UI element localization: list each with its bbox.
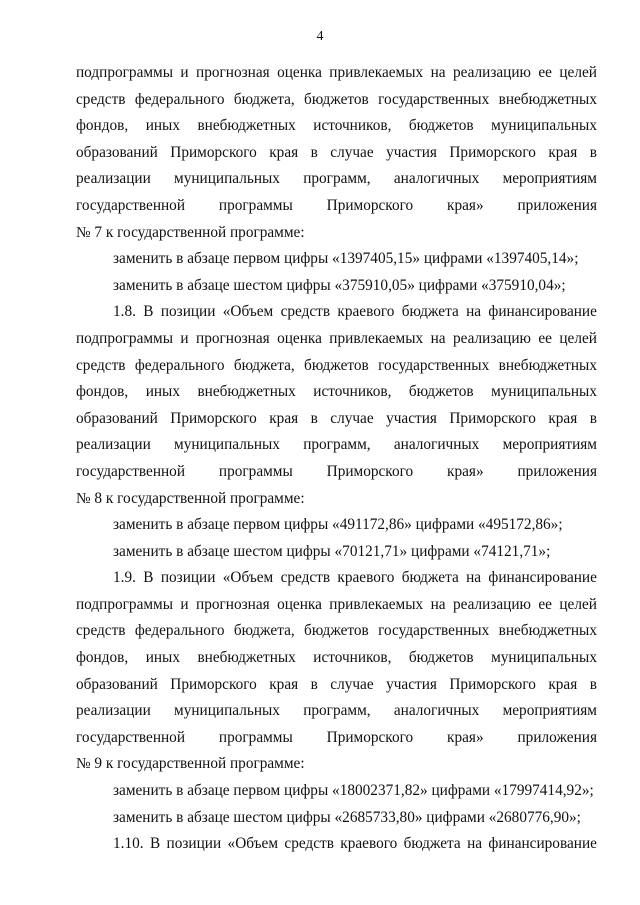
text-line (76, 725, 597, 752)
word: приложения (517, 196, 597, 214)
word: оценка (277, 64, 322, 81)
word: Приморского (170, 675, 257, 693)
word: в (589, 675, 597, 693)
word: бюджетов (304, 90, 369, 108)
word: В (149, 835, 161, 853)
word: на (430, 64, 446, 81)
word: фондов, (76, 383, 129, 401)
word: фондов, (76, 117, 129, 135)
word: иных (145, 383, 180, 401)
word: федерального (134, 90, 225, 108)
word: на (466, 569, 482, 587)
word: в (310, 409, 318, 427)
word: средств (284, 835, 334, 853)
word: программы (218, 462, 293, 480)
word: целей (559, 329, 597, 347)
word: приложения (517, 462, 597, 480)
word: 1.9. (113, 569, 136, 587)
word: программ, (303, 702, 371, 720)
word: участия (386, 143, 437, 161)
word: прогнозная (196, 329, 270, 347)
word: «Объем (222, 569, 274, 587)
page-number: 4 (316, 29, 324, 44)
text-line (76, 565, 597, 592)
word: федерального (134, 622, 225, 640)
text-line (76, 166, 597, 193)
word: муниципальных (491, 383, 597, 401)
word: случае (330, 675, 374, 693)
word: Приморского (326, 728, 414, 746)
word: края (548, 143, 578, 161)
text-line (76, 299, 597, 326)
word: ее (538, 329, 552, 347)
word: государственных (378, 622, 490, 640)
word: Приморского (326, 462, 414, 480)
text-line (76, 353, 597, 380)
word: Приморского (170, 143, 257, 161)
word: ее (538, 64, 552, 81)
word: внебюджетных (498, 356, 597, 374)
word: мероприятиям (502, 702, 597, 720)
word: случае (330, 143, 374, 161)
text-line (76, 618, 597, 645)
word: муниципальных (174, 436, 280, 454)
word: финансирование (488, 569, 597, 587)
word: Приморского (170, 409, 257, 427)
word: государственной (76, 728, 186, 746)
word: государственных (378, 90, 490, 108)
word: иных (145, 117, 180, 135)
word: аналогичных (393, 436, 480, 454)
word: Приморского (449, 143, 536, 161)
word: в (589, 143, 597, 161)
text-line (76, 406, 597, 433)
word: оценка (277, 329, 322, 347)
text-line: № 7 к государственной программе: (76, 223, 305, 241)
word: средств (76, 90, 126, 108)
word: прогнозная (196, 64, 270, 81)
word: реализации (76, 436, 151, 454)
text-line (76, 672, 597, 699)
word: подпрограммы (76, 329, 174, 347)
text-line (76, 592, 597, 619)
word: источников, (313, 649, 392, 667)
word: программы (218, 728, 293, 746)
text-line (76, 193, 597, 220)
word: Приморского (449, 409, 536, 427)
text-line (76, 140, 597, 167)
word: целей (559, 595, 597, 613)
word: позиции (160, 569, 216, 587)
word: привлекаемых (329, 595, 424, 613)
word: края» (447, 728, 484, 746)
word: бюджетов (304, 356, 369, 374)
word: края (548, 675, 578, 693)
text-line (76, 459, 597, 486)
word: реализацию (452, 64, 531, 81)
word: целей (559, 64, 597, 81)
text-line (76, 698, 597, 725)
word: «Объем (222, 303, 274, 321)
word: краевого (340, 835, 398, 853)
word: бюджета, (233, 356, 295, 374)
word: государственных (378, 356, 490, 374)
word: бюджетов (408, 383, 474, 401)
word: муниципальных (491, 117, 597, 135)
word: бюджета (401, 569, 459, 587)
word: источников, (313, 383, 392, 401)
word: средств (280, 303, 331, 321)
word: В (143, 569, 154, 587)
text-line (76, 87, 597, 114)
word: подпрограммы (76, 595, 174, 613)
word: на (466, 303, 482, 321)
word: края (269, 143, 299, 161)
text-line (76, 645, 597, 672)
word: 1.10. (113, 835, 144, 853)
word: иных (145, 649, 180, 667)
word: государственной (76, 462, 186, 480)
word: 1.8. (113, 303, 136, 321)
word: в (310, 675, 318, 693)
word: источников, (313, 117, 392, 135)
text-line: № 8 к государственной программе: (76, 489, 305, 507)
word: ее (538, 595, 552, 613)
text-line (76, 60, 597, 87)
text-line: заменить в абзаце первом цифры «491172,86» цифрами «495172,86»; (113, 516, 563, 534)
word: на (467, 835, 483, 853)
word: бюджетов (304, 622, 369, 640)
text-line: заменить в абзаце шестом цифры «375910,05» цифрами «375910,04»; (113, 276, 566, 294)
word: в (310, 143, 318, 161)
text-line: № 9 к государственной программе: (76, 755, 305, 773)
word: муниципальных (491, 649, 597, 667)
word: мероприятиям (502, 436, 597, 454)
word: «Объем (227, 835, 279, 853)
word: государственной (76, 196, 186, 214)
document-body (76, 60, 597, 858)
word: бюджетов (408, 117, 474, 135)
word: края» (447, 462, 484, 480)
word: подпрограммы (76, 64, 174, 81)
text-line: заменить в абзаце шестом цифры «2685733,80» цифрами «2680776,90»; (113, 808, 581, 826)
word: мероприятиям (502, 170, 597, 188)
word: привлекаемых (329, 64, 424, 81)
word: средств (76, 356, 126, 374)
word: программы (218, 196, 293, 214)
text-line: заменить в абзаце первом цифры «18002371,82» цифрами «17997414,92»; (113, 782, 594, 800)
word: приложения (517, 728, 597, 746)
text-line: заменить в абзаце шестом цифры «70121,71» цифрами «74121,71»; (113, 542, 551, 560)
word: реализацию (452, 329, 531, 347)
word: внебюджетных (498, 622, 597, 640)
word: муниципальных (174, 702, 280, 720)
word: Приморского (449, 675, 536, 693)
text-line (76, 432, 597, 459)
word: позиции (160, 303, 216, 321)
word: прогнозная (196, 595, 270, 613)
word: привлекаемых (329, 329, 424, 347)
word: муниципальных (174, 170, 280, 188)
word: средств (76, 622, 126, 640)
word: финансирование (488, 303, 597, 321)
word: и (180, 329, 189, 347)
word: краевого (337, 569, 395, 587)
text-line: заменить в абзаце первом цифры «1397405,15» цифрами «1397405,14»; (113, 250, 579, 268)
word: участия (386, 675, 437, 693)
word: внебюджетных (197, 383, 296, 401)
word: программ, (303, 436, 371, 454)
word: краевого (337, 303, 395, 321)
word: края (548, 409, 578, 427)
word: и (180, 595, 189, 613)
word: В (143, 303, 154, 321)
word: фондов, (76, 649, 129, 667)
word: бюджета (401, 303, 459, 321)
word: образований (76, 675, 158, 693)
word: бюджета (403, 835, 461, 853)
word: и (180, 64, 189, 81)
text-line (76, 379, 597, 406)
word: позиции (166, 835, 222, 853)
text-line (76, 326, 597, 353)
word: бюджетов (408, 649, 474, 667)
word: бюджета, (233, 90, 295, 108)
word: реализацию (452, 595, 531, 613)
word: федерального (134, 356, 225, 374)
word: оценка (277, 595, 322, 613)
word: финансирование (488, 835, 597, 853)
word: реализации (76, 702, 151, 720)
word: Приморского (326, 196, 414, 214)
word: аналогичных (393, 170, 480, 188)
word: бюджета, (233, 622, 295, 640)
word: внебюджетных (197, 117, 296, 135)
word: образований (76, 409, 158, 427)
word: на (430, 329, 446, 347)
word: края» (447, 196, 484, 214)
word: на (430, 595, 446, 613)
word: реализации (76, 170, 151, 188)
word: образований (76, 143, 158, 161)
word: внебюджетных (498, 90, 597, 108)
word: края (269, 675, 299, 693)
word: края (269, 409, 299, 427)
word: случае (330, 409, 374, 427)
word: средств (280, 569, 331, 587)
word: участия (386, 409, 437, 427)
word: аналогичных (393, 702, 480, 720)
word: программ, (303, 170, 371, 188)
word: внебюджетных (197, 649, 296, 667)
text-line (76, 831, 597, 858)
text-line (76, 113, 597, 140)
word: в (589, 409, 597, 427)
